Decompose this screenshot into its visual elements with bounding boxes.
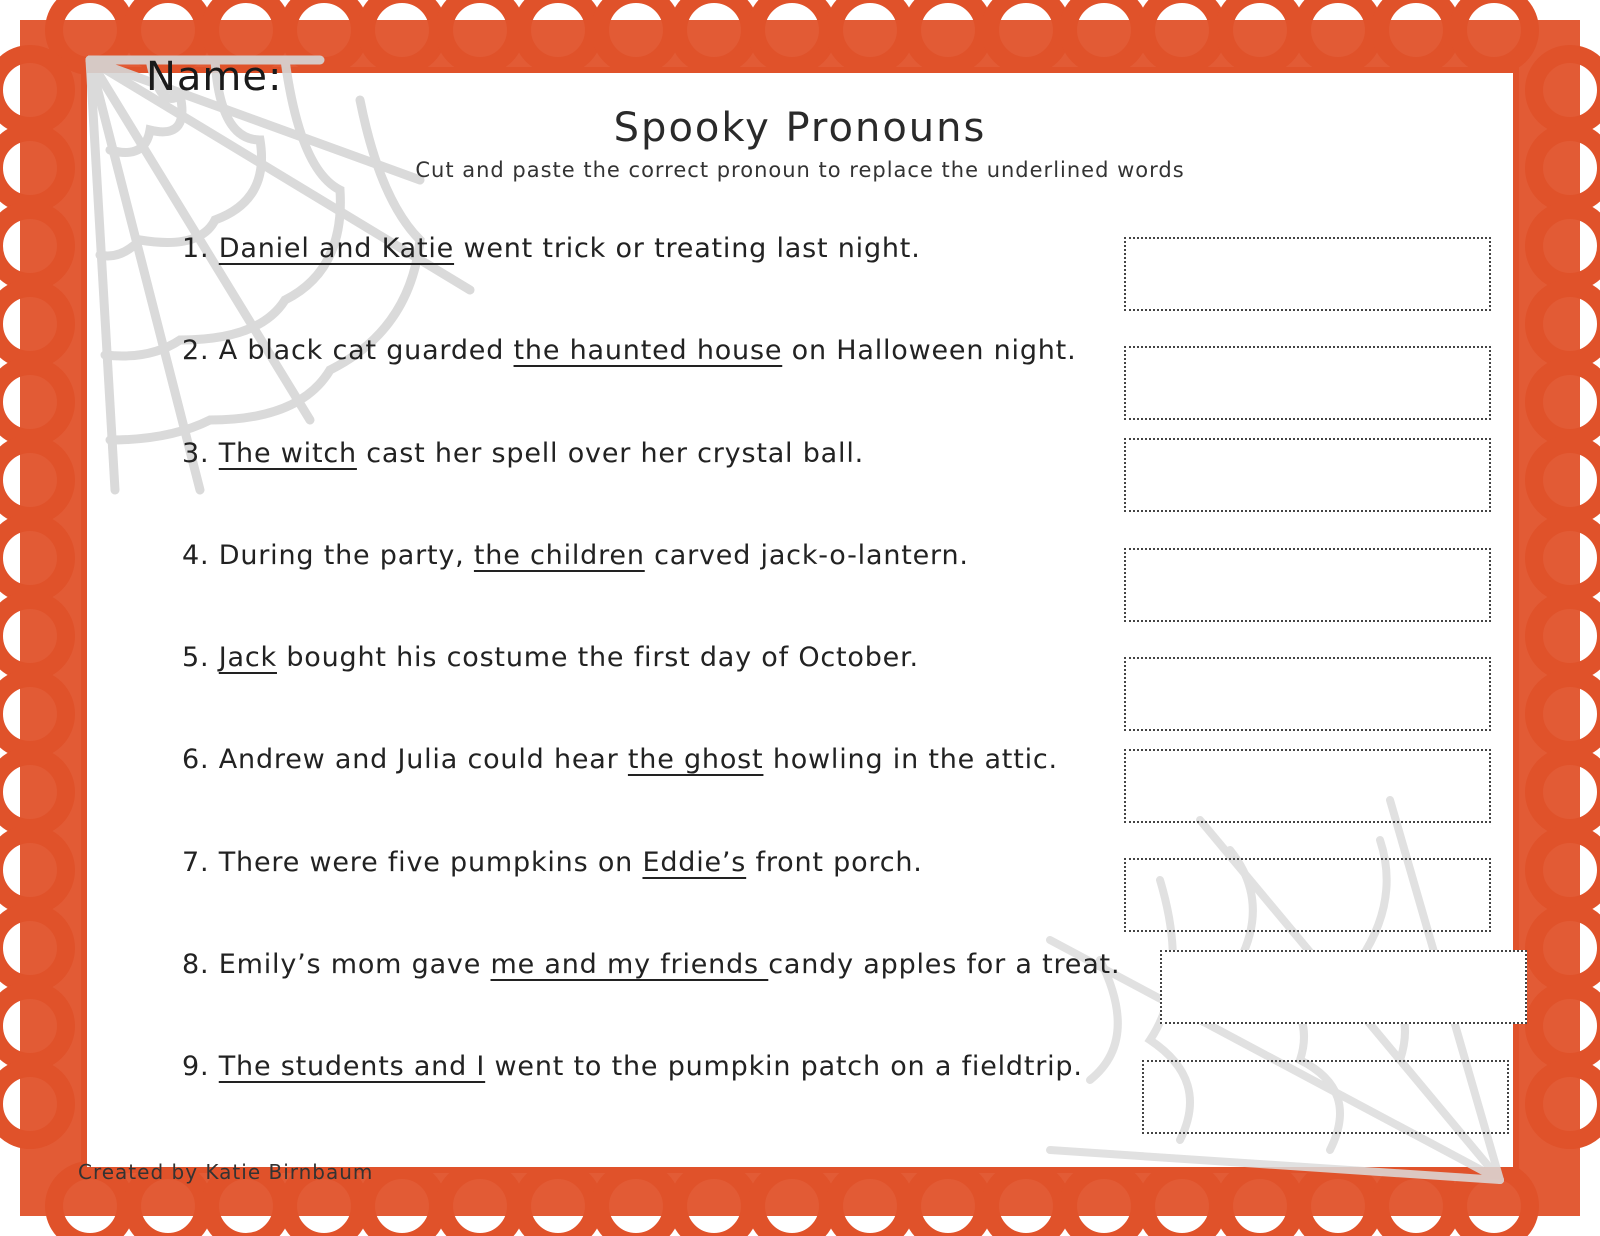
- underlined-words: the haunted house: [513, 335, 783, 366]
- instructions: Cut and paste the correct pronoun to replace the underlined words: [415, 158, 1185, 182]
- underlined-words: Eddie’s: [642, 847, 747, 878]
- answer-box-4[interactable]: [1124, 548, 1491, 622]
- answer-box-1[interactable]: [1124, 237, 1491, 311]
- name-label: Name:: [146, 54, 283, 100]
- question-5: 5. Jack bought his costume the first day of October.: [182, 642, 919, 673]
- question-8: 8. Emily’s mom gave me and my friends candy apples for a treat.: [182, 949, 1121, 980]
- page-title: Spooky Pronouns: [613, 105, 987, 151]
- answer-box-3[interactable]: [1124, 438, 1491, 512]
- question-6: 6. Andrew and Julia could hear the ghost howling in the attic.: [182, 744, 1058, 775]
- question-2: 2. A black cat guarded the haunted house on Halloween night.: [182, 335, 1077, 366]
- answer-box-7[interactable]: [1124, 858, 1491, 932]
- underlined-words: Jack: [218, 642, 277, 673]
- answer-box-6[interactable]: [1124, 749, 1491, 823]
- underlined-words: the children: [473, 540, 645, 571]
- answer-box-2[interactable]: [1124, 346, 1491, 420]
- underlined-words: me and my friends: [490, 949, 769, 980]
- underlined-words: The students and I: [218, 1051, 486, 1082]
- answer-box-8[interactable]: [1160, 950, 1527, 1024]
- question-7: 7. There were five pumpkins on Eddie’s front porch.: [182, 847, 923, 878]
- answer-box-9[interactable]: [1142, 1060, 1509, 1134]
- question-4: 4. During the party, the children carved jack-o-lantern.: [182, 540, 969, 571]
- answer-box-5[interactable]: [1124, 657, 1491, 731]
- credit-line: Created by Katie Birnbaum: [78, 1160, 374, 1184]
- underlined-words: Daniel and Katie: [218, 233, 455, 264]
- underlined-words: the ghost: [627, 744, 764, 775]
- question-9: 9. The students and I went to the pumpkin patch on a fieldtrip.: [182, 1051, 1083, 1082]
- question-3: 3. The witch cast her spell over her crystal ball.: [182, 438, 864, 469]
- underlined-words: The witch: [218, 438, 357, 469]
- question-1: 1. Daniel and Katie went trick or treating last night.: [182, 233, 921, 264]
